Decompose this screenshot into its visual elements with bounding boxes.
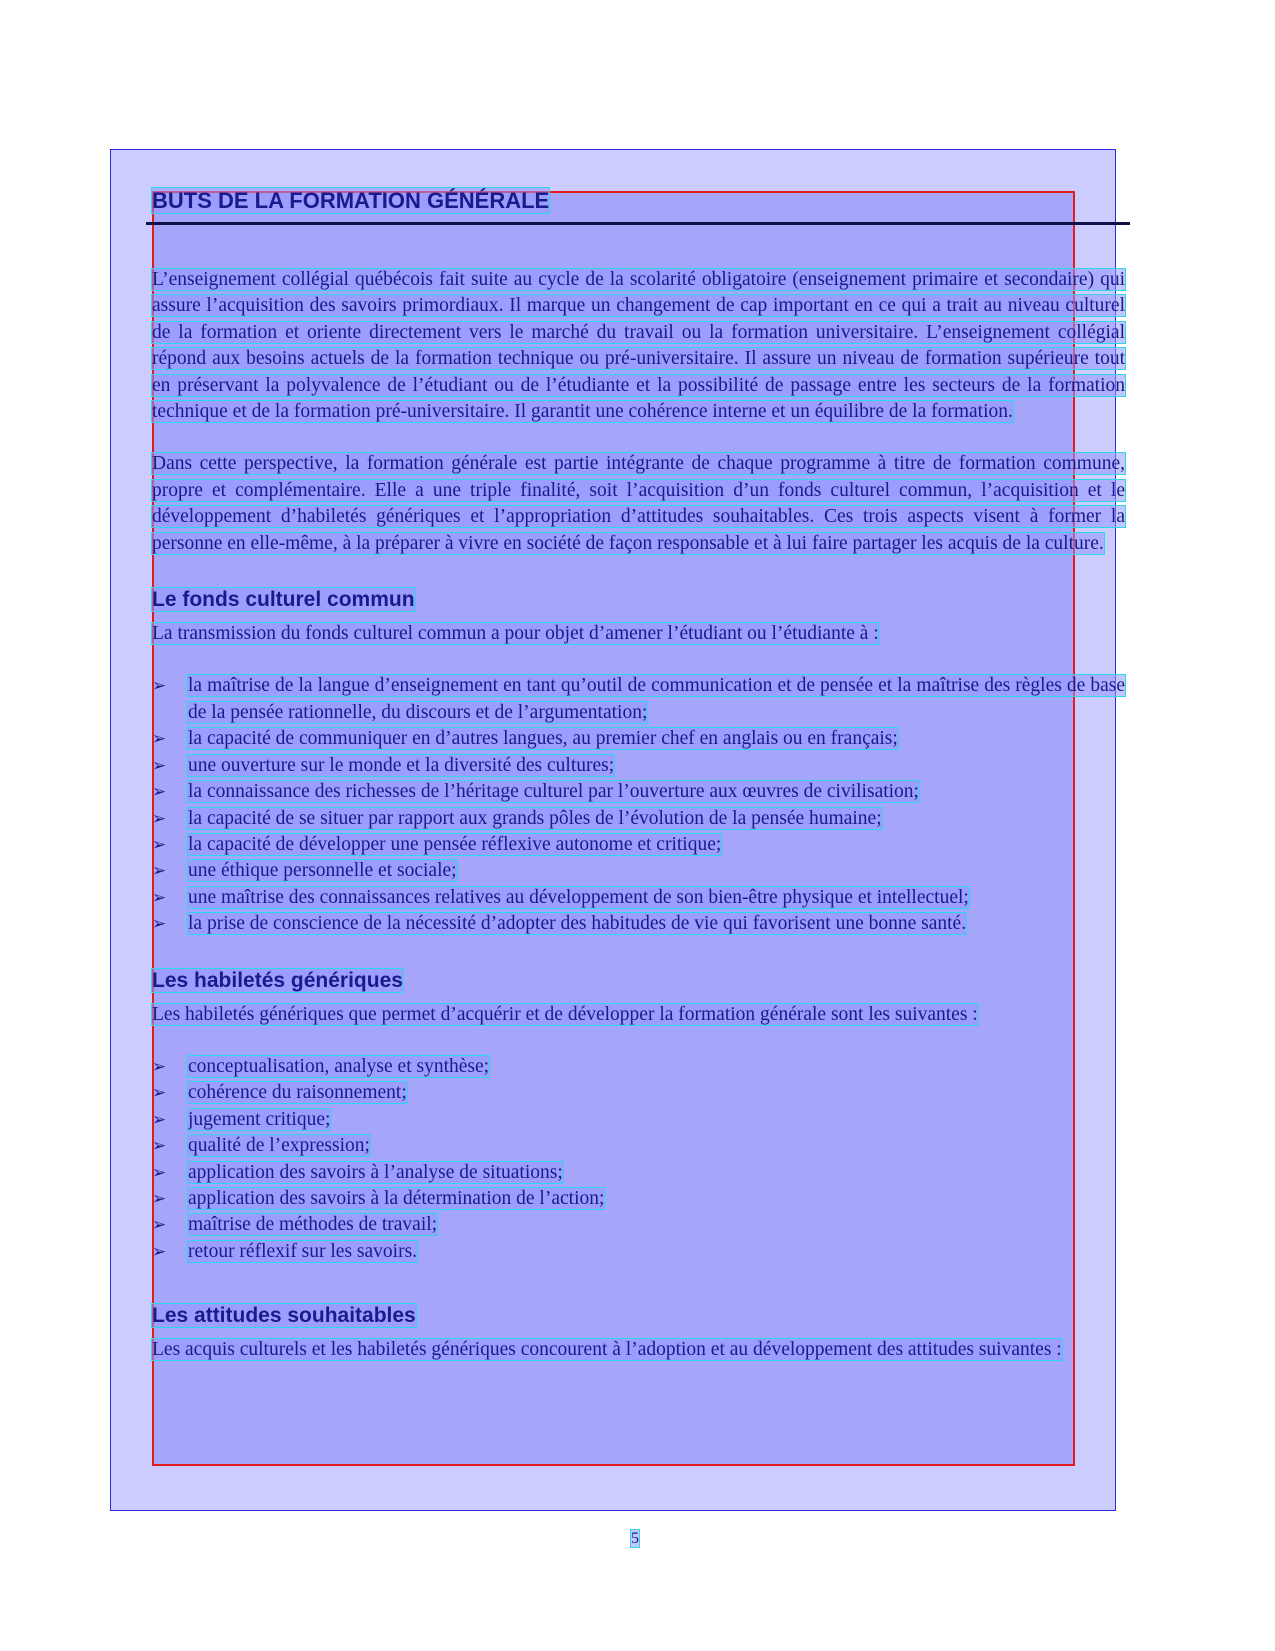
section-intro-habiletes: Les habiletés génériques que permet d’acquérir et de développer la formation générale sont les suivantes : (152, 1003, 978, 1025)
arrow-bullet-icon: ➢ (152, 834, 167, 854)
list-item: ➢ conceptualisation, analyse et synthèse; (152, 1054, 1125, 1080)
list-item: ➢ application des savoirs à la détermination de l’action; (152, 1186, 1125, 1212)
arrow-bullet-icon: ➢ (152, 1162, 167, 1182)
arrow-bullet-icon: ➢ (152, 676, 167, 696)
arrow-bullet-icon: ➢ (152, 914, 167, 934)
document-body (152, 188, 1125, 1364)
arrow-bullet-icon: ➢ (152, 1215, 167, 1235)
arrow-bullet-icon: ➢ (152, 1136, 167, 1156)
arrow-bullet-icon: ➢ (152, 782, 167, 802)
arrow-bullet-icon: ➢ (152, 808, 167, 828)
section-title-habiletes: Les habiletés génériques (152, 968, 403, 992)
page-number: 5 (631, 1530, 639, 1547)
list-item: ➢ application des savoirs à l’analyse de situations; (152, 1160, 1125, 1186)
arrow-bullet-icon: ➢ (152, 861, 167, 881)
fonds-culturel-list (152, 673, 1125, 937)
arrow-bullet-icon: ➢ (152, 729, 167, 749)
list-item: ➢ qualité de l’expression; (152, 1133, 1125, 1159)
section-title-attitudes: Les attitudes souhaitables (152, 1304, 416, 1328)
arrow-bullet-icon: ➢ (152, 887, 167, 907)
list-item: ➢ maîtrise de méthodes de travail; (152, 1212, 1125, 1238)
arrow-bullet-icon: ➢ (152, 1241, 167, 1261)
list-item: ➢ une maîtrise des connaissances relatives au développement de son bien-être physique et intellectuel; (152, 885, 1125, 911)
arrow-bullet-icon: ➢ (152, 1109, 167, 1129)
arrow-bullet-icon: ➢ (152, 1188, 167, 1208)
list-item: ➢ la capacité de se situer par rapport aux grands pôles de l’évolution de la pensée humaine; (152, 806, 1125, 832)
arrow-bullet-icon: ➢ (152, 1083, 167, 1103)
section-intro-fonds-culturel: La transmission du fonds culturel commun a pour objet d’amener l’étudiant ou l’étudiante à : (152, 623, 879, 645)
list-item: ➢ cohérence du raisonnement; (152, 1080, 1125, 1106)
list-item: ➢ jugement critique; (152, 1107, 1125, 1133)
intro-paragraph: L’enseignement collégial québécois fait suite au cycle de la scolarité obligatoire (enseignement primaire et secondaire) qui assure l’acquisition des savoirs primordiaux. Il marque un changement de cap important en ce qui a trait au niveau culturel de la formation et oriente directement vers le marché du travail ou la formation universitaire. L’enseignement collégial répond aux besoins actuels de la formation technique ou pré-universitaire. Il assure un niveau de formation supérieure tout en préservant la polyvalence de l’étudiant ou de l’étudiante et la possibilité de passage entre les secteurs de la formation technique et de la formation pré-universitaire. Il garantit une cohérence interne et un équilibre de la formation. (152, 269, 1125, 423)
section-intro-attitudes: Les acquis culturels et les habiletés génériques concourent à l’adoption et au développement des attitudes suivantes : (152, 1339, 1062, 1361)
list-item: ➢ une éthique personnelle et sociale; (152, 858, 1125, 884)
list-item: ➢ une ouverture sur le monde et la diversité des cultures; (152, 753, 1125, 779)
page-title: BUTS DE LA FORMATION GÉNÉRALE (152, 188, 550, 213)
list-item: ➢ retour réflexif sur les savoirs. (152, 1239, 1125, 1265)
list-item: ➢ la capacité de communiquer en d’autres langues, au premier chef en anglais ou en français; (152, 726, 1125, 752)
list-item: ➢ la connaissance des richesses de l’héritage culturel par l’ouverture aux œuvres de civilisation; (152, 779, 1125, 805)
perspective-paragraph: Dans cette perspective, la formation générale est partie intégrante de chaque programme à titre de formation commune, propre et complémentaire. Elle a une triple finalité, soit l’acquisition d’un fonds culturel commun, l’acquisition et le développement d’habiletés génériques et l’appropriation d’attitudes souhaitables. Ces trois aspects visent à former la personne en elle-même, à la préparer à vivre en société de façon responsable et à lui faire partager les acquis de la culture. (152, 453, 1125, 554)
arrow-bullet-icon: ➢ (152, 1056, 167, 1076)
list-item: ➢ la prise de conscience de la nécessité d’adopter des habitudes de vie qui favorisent une bonne santé. (152, 911, 1125, 937)
section-title-fonds-culturel: Le fonds culturel commun (152, 588, 415, 612)
arrow-bullet-icon: ➢ (152, 755, 167, 775)
list-item: ➢ la capacité de développer une pensée réflexive autonome et critique; (152, 832, 1125, 858)
list-item: ➢ la maîtrise de la langue d’enseignement en tant qu’outil de communication et de pensée et la maîtrise des règles de base de la pensée rationnelle, du discours et de l’argumentation; (152, 675, 1125, 723)
habiletes-list (152, 1054, 1125, 1265)
